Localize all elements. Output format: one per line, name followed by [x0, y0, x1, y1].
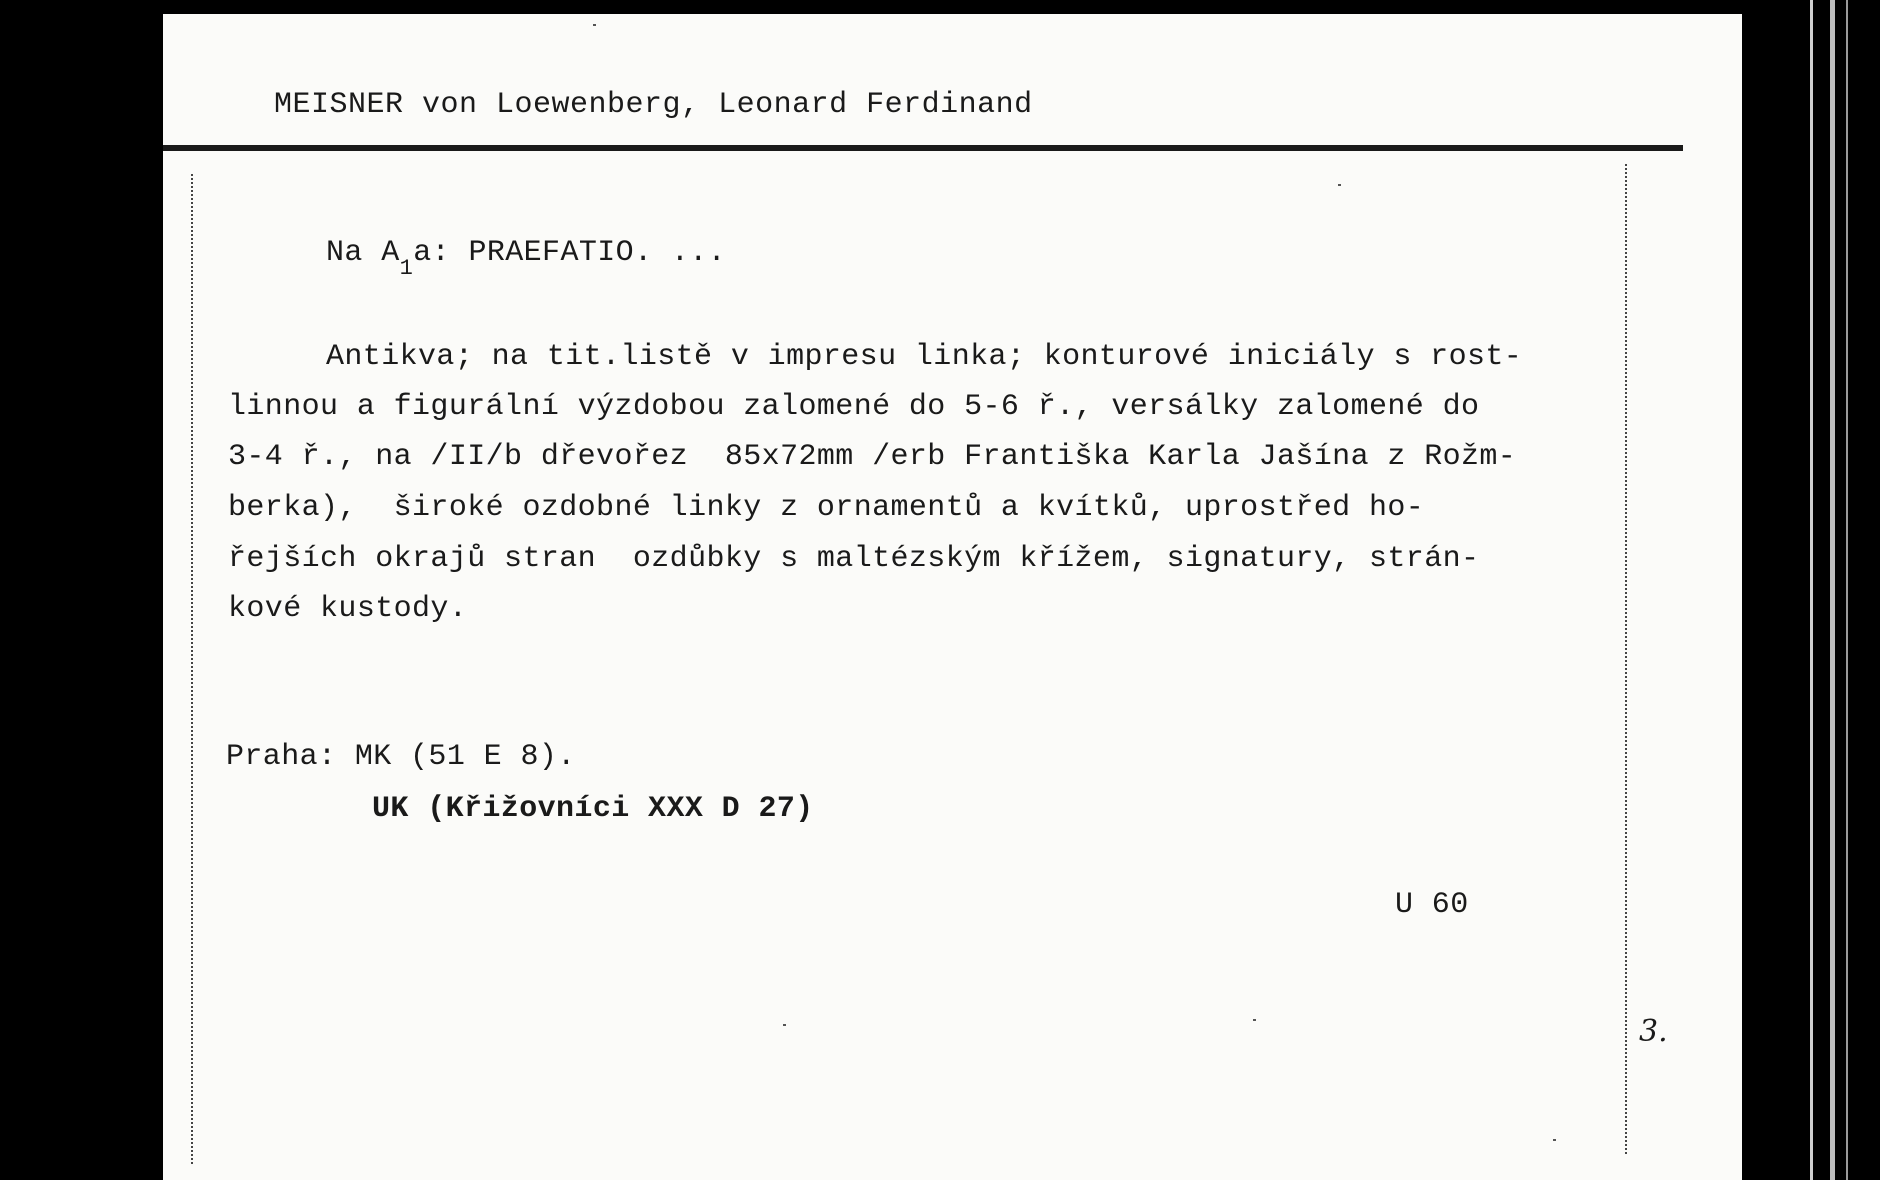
scan-speck — [1338, 184, 1341, 186]
shelfmark: U 60 — [1395, 888, 1469, 922]
heading-rule — [163, 145, 1683, 151]
description-line-5: řejších okrajů stran ozdůbky s maltézským křížem, signatury, strán- — [228, 542, 1480, 576]
description-line-1: Antikva; na tit.listě v impresu linka; konturové iniciály s rost- — [326, 340, 1523, 374]
description-line-4: berka), široké ozdobné linky z ornamentů a kvítků, uprostřed ho- — [228, 491, 1425, 525]
scan-border-line — [1830, 0, 1835, 1180]
description-line-6: kové kustody. — [228, 592, 468, 626]
scan-border — [1742, 0, 1880, 1180]
description-line-2: linnou a figurální výzdobou zalomené do 5-6 ř., versálky zalomené do — [228, 390, 1480, 424]
incipit-prefix: Na A — [326, 236, 400, 270]
left-margin-line — [191, 174, 193, 1164]
margin-mark: 3. — [1639, 1014, 1668, 1049]
scan-speck — [1253, 1019, 1256, 1021]
scan-speck — [593, 24, 596, 26]
scan-speck — [783, 1024, 786, 1026]
description-line-3: 3-4 ř., na /II/b dřevořez 85x72mm /erb Františka Karla Jašína z Rožm- — [228, 440, 1517, 474]
catalog-card — [163, 14, 1742, 1180]
card-heading: MEISNER von Loewenberg, Leonard Ferdinand — [274, 88, 1033, 122]
scan-speck — [1553, 1139, 1556, 1141]
right-margin-line — [1625, 164, 1627, 1154]
incipit-subscript: 1 — [399, 256, 414, 281]
location-uk: UK (Křižovníci XXX D 27) — [372, 792, 814, 826]
scan-border-line — [1810, 0, 1813, 1180]
scan-border-line — [1846, 0, 1848, 1180]
location-mk: Praha: MK (51 E 8). — [226, 740, 576, 774]
incipit-line — [326, 236, 727, 281]
incipit-rest: a: PRAEFATIO. ... — [413, 236, 727, 270]
